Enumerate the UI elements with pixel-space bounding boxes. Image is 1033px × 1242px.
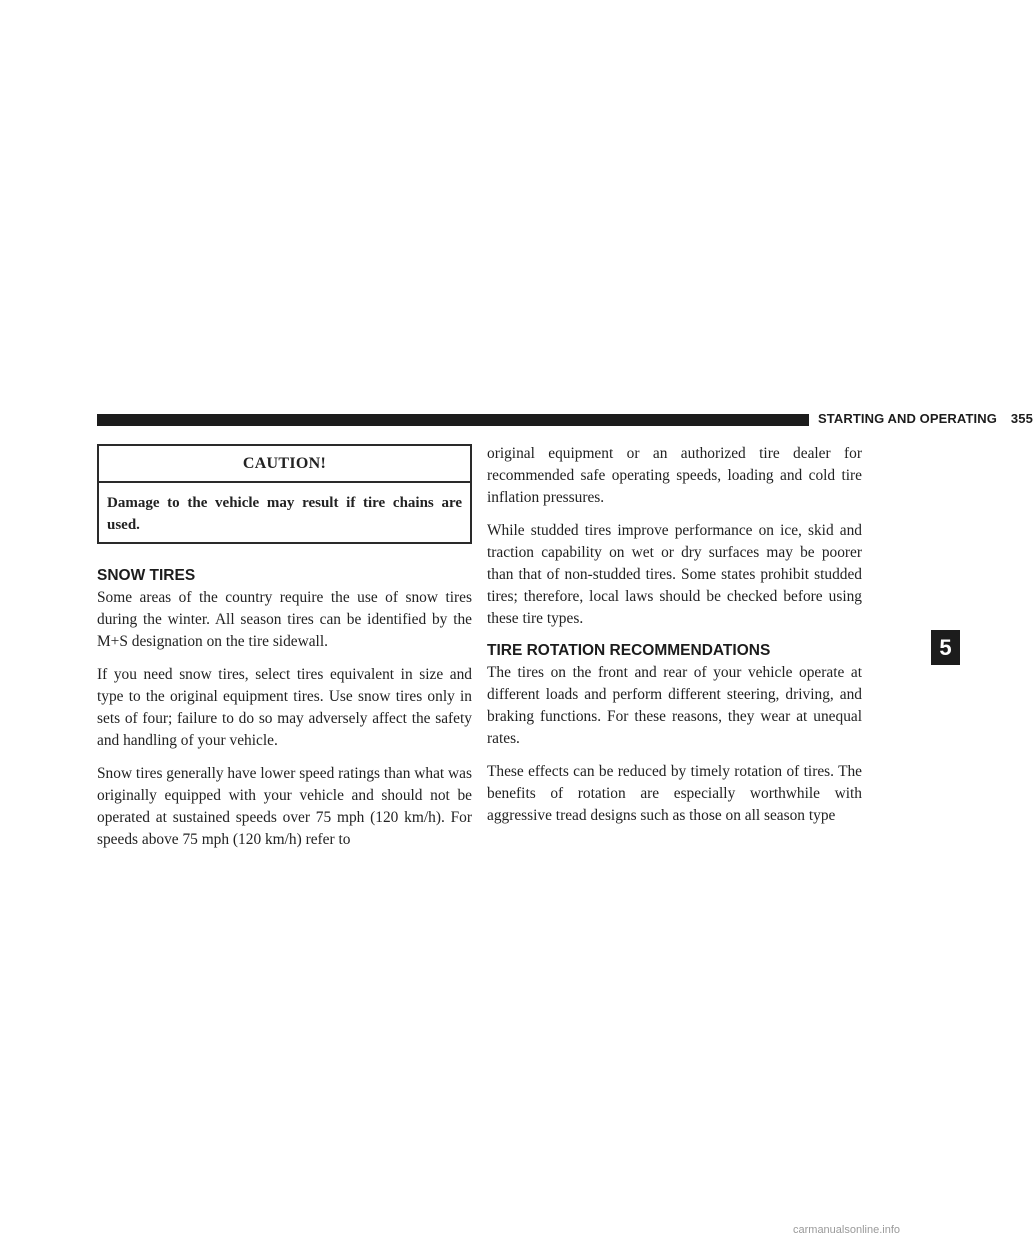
page-number: 355 bbox=[1010, 411, 1033, 426]
tire-rotation-paragraph-1: The tires on the front and rear of your vehicle operate at different loads and perform different steering, driving, and braking functions. For these reasons, they wear at unequal rates. bbox=[487, 664, 862, 747]
snow-tires-paragraph-1: Some areas of the country require the use of snow tires during the winter. All season tires can be identified by the M+S designation on the tire sidewall. bbox=[97, 589, 472, 650]
right-column bbox=[487, 443, 862, 838]
snow-tires-heading: SNOW TIRES bbox=[97, 567, 196, 584]
tire-rotation-paragraph-2: These effects can be reduced by timely rotation of tires. The benefits of rotation are especially worthwhile with aggressive tread designs such as those on all season type bbox=[487, 763, 862, 824]
studded-tires-paragraph: While studded tires improve performance on ice, skid and traction capability on wet or dry surfaces may be poorer than that of non-studded tires. Some states prohibit studded tires; therefore, local laws should be checked before using these tire types. bbox=[487, 522, 862, 627]
chapter-tab: 5 bbox=[931, 630, 960, 665]
caution-heading: CAUTION! bbox=[99, 446, 470, 483]
caution-box bbox=[97, 444, 472, 544]
header-rule-bar bbox=[97, 414, 809, 426]
tire-rotation-heading: TIRE ROTATION RECOMMENDATIONS bbox=[487, 642, 771, 659]
snow-tires-paragraph-3: Snow tires generally have lower speed ratings than what was originally equipped with your vehicle and should not be operated at sustained speeds over 75 mph (120 km/h). For speeds above 75 mph (120 km/h) refer to bbox=[97, 765, 472, 848]
snow-tires-paragraph-2: If you need snow tires, select tires equivalent in size and type to the original equipment tires. Use snow tires only in sets of four; failure to do so may adversely affect the safety and handling of your vehicle. bbox=[97, 666, 472, 749]
watermark: carmanualsonline.info bbox=[793, 1224, 901, 1236]
continued-paragraph: original equipment or an authorized tire dealer for recommended safe operating speeds, loading and cold tire inflation pressures. bbox=[487, 445, 862, 506]
running-header bbox=[818, 411, 1033, 426]
caution-text: Damage to the vehicle may result if tire chains are used. bbox=[107, 495, 462, 533]
section-title: STARTING AND OPERATING bbox=[818, 411, 997, 426]
left-column bbox=[97, 444, 472, 862]
